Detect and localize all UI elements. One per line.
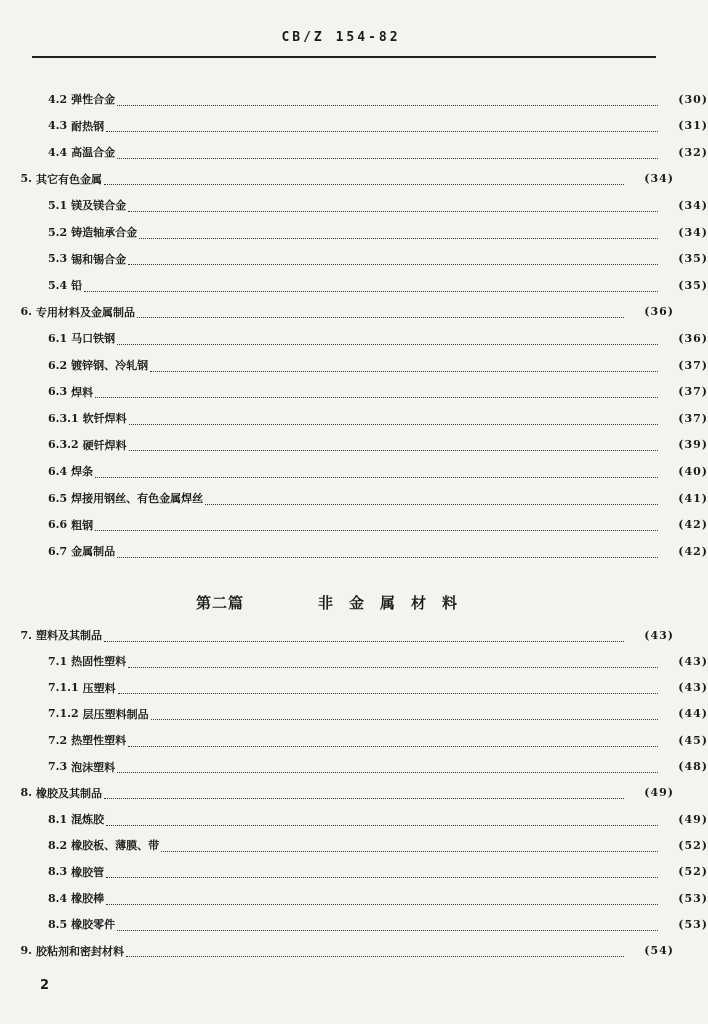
- dot-leader: [118, 685, 658, 694]
- toc-entry-title: 压塑料: [82, 681, 116, 695]
- dot-leader: [117, 922, 658, 931]
- toc-entry: [0, 248, 708, 270]
- toc-entry-title: 金属制品: [71, 545, 116, 559]
- toc-entry: [0, 887, 708, 909]
- toc-entry-title: 塑料及其制品: [36, 629, 102, 642]
- toc-entry-number: 5.4: [48, 278, 68, 292]
- toc-entry-title: 软钎焊料: [82, 412, 127, 426]
- toc-entry-number: 6.: [20, 305, 32, 319]
- toc-entry: [0, 141, 708, 163]
- dot-leader: [161, 843, 658, 852]
- toc-entry-page: (39): [678, 438, 708, 452]
- toc-entry-title: 弹性合金: [71, 93, 116, 106]
- toc-entry-number: 7.1: [48, 654, 68, 668]
- dot-leader: [106, 869, 658, 878]
- toc-entry-title: 硬钎焊料: [82, 438, 127, 452]
- toc-entry: [0, 514, 708, 536]
- dot-leader: [150, 363, 658, 372]
- toc-entry-title: 焊条: [71, 465, 94, 479]
- toc-entry: [0, 913, 708, 935]
- toc-entry-title: 橡胶板、薄膜、带: [71, 839, 160, 853]
- toc-entry: [0, 221, 708, 243]
- toc-entry: [0, 677, 708, 699]
- toc-entry-number: 8.4: [48, 891, 68, 905]
- toc-entry-number: 6.7: [48, 544, 68, 558]
- toc-entry-number: 6.2: [48, 358, 68, 372]
- dot-leader: [95, 469, 658, 478]
- toc-entry-number: 5.3: [48, 252, 68, 266]
- dot-leader: [106, 817, 658, 826]
- toc-entry: [0, 115, 708, 137]
- toc-entry-page: (52): [678, 838, 708, 852]
- toc-entry-page: (53): [678, 891, 708, 905]
- toc-entry-title: 混炼胶: [71, 813, 105, 827]
- toc-entry-page: (52): [678, 865, 708, 879]
- toc-entry-title: 橡胶棒: [71, 892, 105, 905]
- toc-entry: [0, 808, 708, 830]
- toc-entry-number: 7.1.2: [48, 707, 79, 721]
- part-number: 第二篇: [196, 594, 245, 612]
- toc-entry-page: (32): [678, 145, 708, 159]
- toc-entry-page: (31): [678, 119, 708, 133]
- toc-entry-title: 粗钢: [71, 518, 94, 532]
- toc-entry-title: 热固性塑料: [71, 655, 127, 669]
- toc-entry-number: 5.2: [48, 225, 68, 239]
- toc-entry-title: 胶粘剂和密封材料: [36, 944, 124, 958]
- dot-leader: [205, 496, 658, 505]
- toc-entry-number: 4.4: [48, 145, 68, 159]
- toc-entry-page: (35): [678, 252, 708, 266]
- toc-entry-page: (49): [644, 786, 674, 800]
- toc-entry: [0, 381, 708, 403]
- toc-entry-title: 层压塑料制品: [82, 707, 149, 721]
- toc-entry-title: 橡胶及其制品: [36, 786, 102, 800]
- toc-entry-title: 其它有色金属: [36, 172, 102, 186]
- dot-leader: [129, 416, 658, 425]
- toc-entry-title: 镀锌钢、冷轧钢: [71, 359, 149, 372]
- toc-entry: [0, 88, 708, 110]
- toc-entry-title: 高温合金: [71, 146, 116, 160]
- toc-entry-title: 热塑性塑料: [71, 734, 127, 748]
- toc-entry-number: 7.1.1: [48, 681, 79, 695]
- toc-entry-number: 5.1: [48, 198, 68, 212]
- toc-entry-page: (34): [644, 172, 674, 186]
- toc-entry-page: (37): [678, 411, 708, 425]
- toc-entry-page: (43): [644, 628, 674, 642]
- toc-entry: [0, 756, 708, 778]
- toc-entry-title: 锡和锡合金: [71, 252, 127, 266]
- toc-entry-number: 8.2: [48, 838, 68, 852]
- dot-leader: [128, 256, 658, 265]
- toc-entry: [0, 703, 708, 725]
- toc-entry-number: 8.: [20, 786, 32, 800]
- toc-entry-number: 6.5: [48, 491, 68, 505]
- dot-leader: [104, 176, 624, 185]
- toc-entry-number: 9.: [20, 944, 32, 958]
- toc-entry: [0, 861, 708, 883]
- dot-leader: [104, 633, 624, 642]
- dot-leader: [95, 389, 658, 398]
- dot-leader: [117, 150, 658, 159]
- toc-entry-number: 6.3: [48, 385, 68, 399]
- toc-entry: [0, 650, 708, 672]
- dot-leader: [129, 442, 658, 451]
- toc-entry: [0, 487, 708, 509]
- toc-entry-number: 7.3: [48, 760, 68, 773]
- toc-entry-page: (36): [678, 331, 708, 345]
- page-number: 2: [40, 978, 50, 993]
- toc-entry: [0, 407, 708, 429]
- toc-entry-title: 铅: [71, 279, 83, 293]
- toc-entry-page: (54): [644, 944, 674, 958]
- toc-entry: [0, 460, 708, 482]
- dot-leader: [128, 203, 658, 212]
- dot-leader: [95, 522, 658, 531]
- toc-entry: [0, 327, 708, 349]
- toc-entry-page: (37): [678, 358, 708, 372]
- toc-entry: [0, 624, 674, 646]
- toc-entry-page: (43): [678, 681, 708, 695]
- dot-leader: [117, 97, 658, 106]
- toc-entry-page: (53): [678, 917, 708, 931]
- toc-entry-number: 8.1: [48, 812, 68, 826]
- toc-entry-title: 橡胶零件: [71, 918, 116, 932]
- toc-entry-page: (41): [678, 491, 708, 505]
- toc-entry: [0, 940, 674, 962]
- toc-entry: [0, 782, 674, 804]
- toc-entry-number: 8.5: [48, 917, 68, 931]
- toc-entry: [0, 194, 708, 216]
- toc-entry-number: 8.3: [48, 865, 68, 879]
- toc-entry-page: (36): [644, 305, 674, 319]
- toc-entry-page: (34): [678, 198, 708, 212]
- toc-entry: [0, 540, 708, 562]
- dot-leader: [128, 738, 658, 747]
- toc-entry-page: (45): [678, 733, 708, 747]
- toc-entry-number: 5.: [20, 172, 32, 186]
- part-heading: [0, 590, 682, 616]
- toc-entry: [0, 354, 708, 376]
- toc-entry-title: 镁及镁合金: [71, 199, 127, 213]
- dot-leader: [128, 659, 658, 668]
- toc-entry-page: (49): [678, 812, 708, 826]
- toc-entry-page: (43): [678, 654, 708, 668]
- dot-leader: [117, 336, 658, 345]
- toc-entry-number: 4.3: [48, 119, 68, 133]
- dot-leader: [137, 309, 624, 318]
- toc-entry-number: 4.2: [48, 92, 68, 106]
- toc-entry-page: (37): [678, 385, 708, 399]
- dot-leader: [126, 948, 624, 957]
- toc-entry-page: (34): [678, 225, 708, 239]
- dot-leader: [84, 283, 658, 292]
- dot-leader: [104, 790, 624, 799]
- toc-entry: [0, 301, 674, 323]
- toc-entry-number: 7.: [20, 628, 32, 642]
- toc-entry-page: (48): [678, 760, 708, 773]
- toc-entry-number: 6.4: [48, 464, 68, 478]
- part-title: 非金属材料: [318, 594, 474, 612]
- toc-entry: [0, 729, 708, 751]
- toc-entry-title: 马口铁钢: [71, 332, 116, 346]
- dot-leader: [151, 711, 658, 720]
- toc-entry-title: 泡沫塑料: [71, 760, 116, 774]
- dot-leader: [139, 230, 658, 239]
- dot-leader: [106, 123, 658, 132]
- toc-entry: [0, 168, 674, 190]
- toc-entry-page: (42): [678, 544, 708, 558]
- toc-entry-number: 6.6: [48, 518, 68, 532]
- toc-entry-title: 焊接用钢丝、有色金属焊丝: [71, 492, 204, 505]
- toc-entry-page: (40): [678, 464, 708, 478]
- toc-entry-number: 6.3.1: [48, 411, 79, 425]
- dot-leader: [106, 896, 658, 905]
- toc-entry-title: 铸造轴承合金: [71, 226, 138, 239]
- toc-entry-title: 专用材料及金属制品: [36, 305, 135, 319]
- document-code-header: CB/Z 154-82: [281, 30, 401, 45]
- toc-entry-number: 6.1: [48, 331, 68, 345]
- toc-entry-title: 焊料: [71, 385, 94, 399]
- toc-entry: [0, 274, 708, 296]
- toc-entry: [0, 834, 708, 856]
- dot-leader: [117, 764, 658, 773]
- toc-entry-number: 7.2: [48, 733, 68, 747]
- toc-entry-page: (42): [678, 518, 708, 532]
- toc-entry-number: 6.3.2: [48, 438, 79, 452]
- toc-entry-page: (35): [678, 278, 708, 292]
- toc-entry-title: 橡胶管: [71, 865, 105, 879]
- dot-leader: [117, 549, 658, 558]
- toc-entry-page: (30): [678, 92, 708, 106]
- toc-entry: [0, 434, 708, 456]
- toc-entry-page: (44): [678, 707, 708, 721]
- toc-entry-title: 耐热钢: [71, 119, 105, 133]
